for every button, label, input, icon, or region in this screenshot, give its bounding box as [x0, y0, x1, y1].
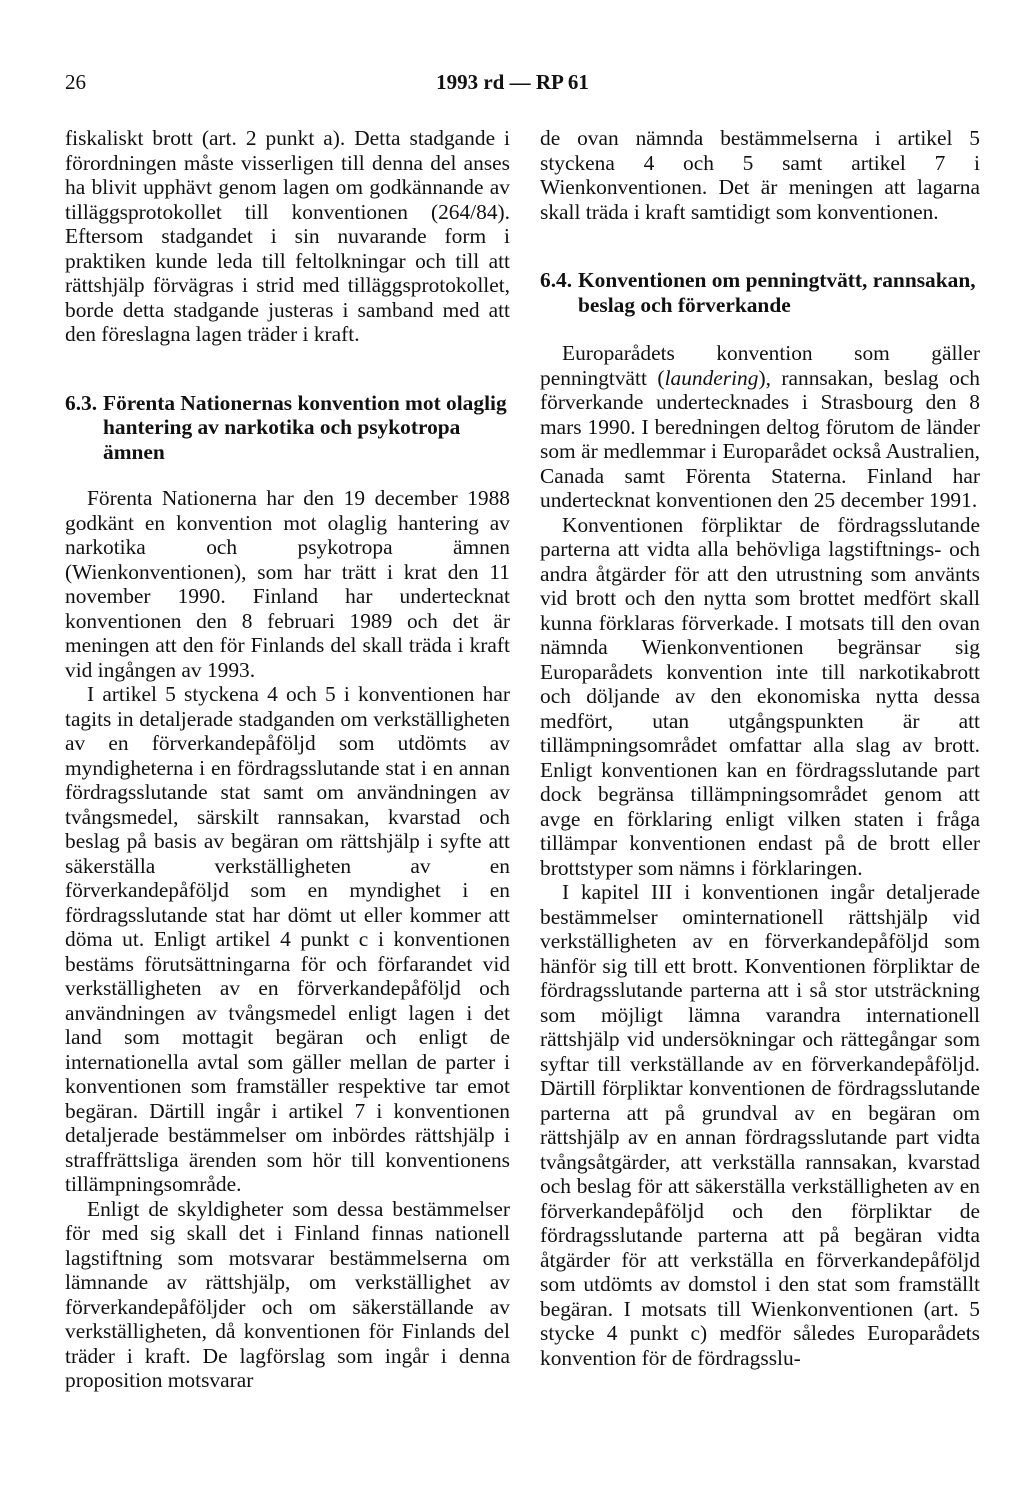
body-paragraph: Förenta Nationerna har den 19 december 1988 godkänt en konvention mot olaglig hantering av narkotika och psykotropa ämnen (Wienkonventionen), som har trätt i krat den 11 november 1990. Finland har undertecknat konventionen den 8 februari 1989 och det är meningen att den för Finlands del skall träda i kraft vid ingången av 1993.: [65, 486, 510, 682]
section-heading-6-4: [540, 268, 980, 317]
page-number: 26: [65, 70, 86, 94]
body-paragraph: Enligt de skyldigheter som dessa bestämmelser för med sig skall det i Finland finnas nationell lagstiftning som motsvarar bestämmelserna om lämnande av rättshjälp, om verkställighet av förverkandepåföljder och om säkerställande av verkställigheten, då konventionen för Finlands del träder i kraft. De lagförslag som ingår i denna proposition motsvarar: [65, 1196, 510, 1392]
body-paragraph: I kapitel III i konventionen ingår detaljerade bestämmelser ominternationell rättshjälp vid verkställigheten av en förverkandepåföljd som hänför sig till ett brott. Konventionen förpliktar de fördragsslutande parterna att i så stor utsträckning som möjligt lämna varandra internationell rättshjälp vid undersökningar och rättegångar som syftar till verkställande av en förverkandepåföljd. Därtill förpliktar konventionen de fördragsslutande parterna att på grundval av en begäran om rättshjälp av en annan fördragsslutande part vidta tvångsåtgärder, att verkställa rannsakan, kvarstad och beslag för att säkerställa verkställigheten av en förverkandepåföljd och den förpliktar de fördragsslutande parterna att på begäran vidta åtgärder för att verkställa en förverkandepåföljd som utdömts av domstol i den stat som framställt begäran. I motsats till Wienkonventionen (art. 5 stycke 4 punkt c) medför således Europarådets konvention för de fördragsslu-: [540, 880, 980, 1370]
body-paragraph: Konventionen förpliktar de fördragsslutande parterna att vidta alla behövliga lagstiftnings- och andra åtgärder för att den utrustning som använts vid brott och den nytta som brottet medfört skall kunna förklaras förverkade. I motsats till den ovan nämnda Wienkonventionen begränsar sig Europarådets konvention inte till narkotikabrott och döljande av den ekonomiska nytta dessa medfört, utan utgångspunkten är att tillämpningsområdet omfattar alla slag av brott. Enligt konventionen kan en fördragsslutande part dock begränsa tillämpningsområdet genom att avge en förklaring enligt vilken staten i fråga tillämpar konventionen endast på de brott eller brottstyper som nämns i förklaringen.: [540, 512, 980, 880]
body-paragraph: [540, 341, 980, 513]
body-text: Europarådets konvention som gäller penningtvätt (: [540, 341, 980, 390]
section-number: 6.4.: [540, 268, 573, 292]
left-column: [65, 126, 510, 1393]
body-text: ), rannsakan, beslag och förverkande undertecknades i Strasbourg den 8 mars 1990. I beredningen deltog förutom de länder som är medlemmar i Europarådet också Australien, Canada samt Förenta Staterna. Finland har undertecknat konventionen den 25 december 1991.: [540, 365, 981, 512]
section-title: Förenta Nationernas konvention mot olaglig hantering av narkotika och psykotropa ämnen: [103, 390, 507, 464]
right-column: [540, 126, 980, 1370]
running-head: 1993 rd — RP 61: [436, 70, 589, 94]
italic-term: laundering: [664, 365, 759, 390]
right-continuation-paragraph: de ovan nämnda bestämmelserna i artikel 5 styckena 4 och 5 samt artikel 7 i Wienkonventionen. Det är meningen att lagarna skall träda i kraft samtidigt som konventionen.: [540, 126, 980, 224]
section-heading-6-3: [65, 391, 510, 465]
page-header: [65, 70, 960, 100]
body-paragraph: I artikel 5 styckena 4 och 5 i konventionen har tagits in detaljerade stadganden om verkställigheten av en förverkandepåföljd som utdömts av myndigheterna i en fördragsslutande stat i en annan fördragsslutande stat samt om användningen av tvångsmedel, särskilt rannsakan, kvarstad och beslag på basis av begäran om rättshjälp i syfte att säkerställa verkställigheten av en förverkandepåföljd som en myndighet i en fördragsslutande stat har dömt ut eller kommer att döma ut. Enligt artikel 4 punkt c i konventionen bestäms förutsättningarna för och förfarandet vid verkställigheten av en förverkandepåföljd och användningen av tvångsmedel enligt lagen i det land som mottagit begäran och enligt de internationella avtal som gäller mellan de parter i konventionen som framställer respektive tar emot begäran. Därtill ingår i artikel 7 i konventionen detaljerade bestämmelser om inbördes rättshjälp i straffrättsliga ärenden som hör till konventionens tillämpningsområde.: [65, 682, 510, 1196]
section-title: Konventionen om penningtvätt, rannsakan, beslag och förverkande: [578, 268, 976, 317]
section-number: 6.3.: [65, 390, 98, 415]
left-continuation-paragraph: fiskaliskt brott (art. 2 punkt a). Detta stadgande i förordningen måste visserligen till denna del anses ha blivit upphävt genom lagen om godkännande av tilläggsprotokollet till konventionen (264/84). Eftersom stadgandet i sin nuvarande form i praktiken kunde leda till feltolkningar och till att rättshjälp förvägras i strid med tilläggsprotokollet, borde detta stadgande justeras i samband med att den föreslagna lagen träder i kraft.: [65, 126, 510, 346]
